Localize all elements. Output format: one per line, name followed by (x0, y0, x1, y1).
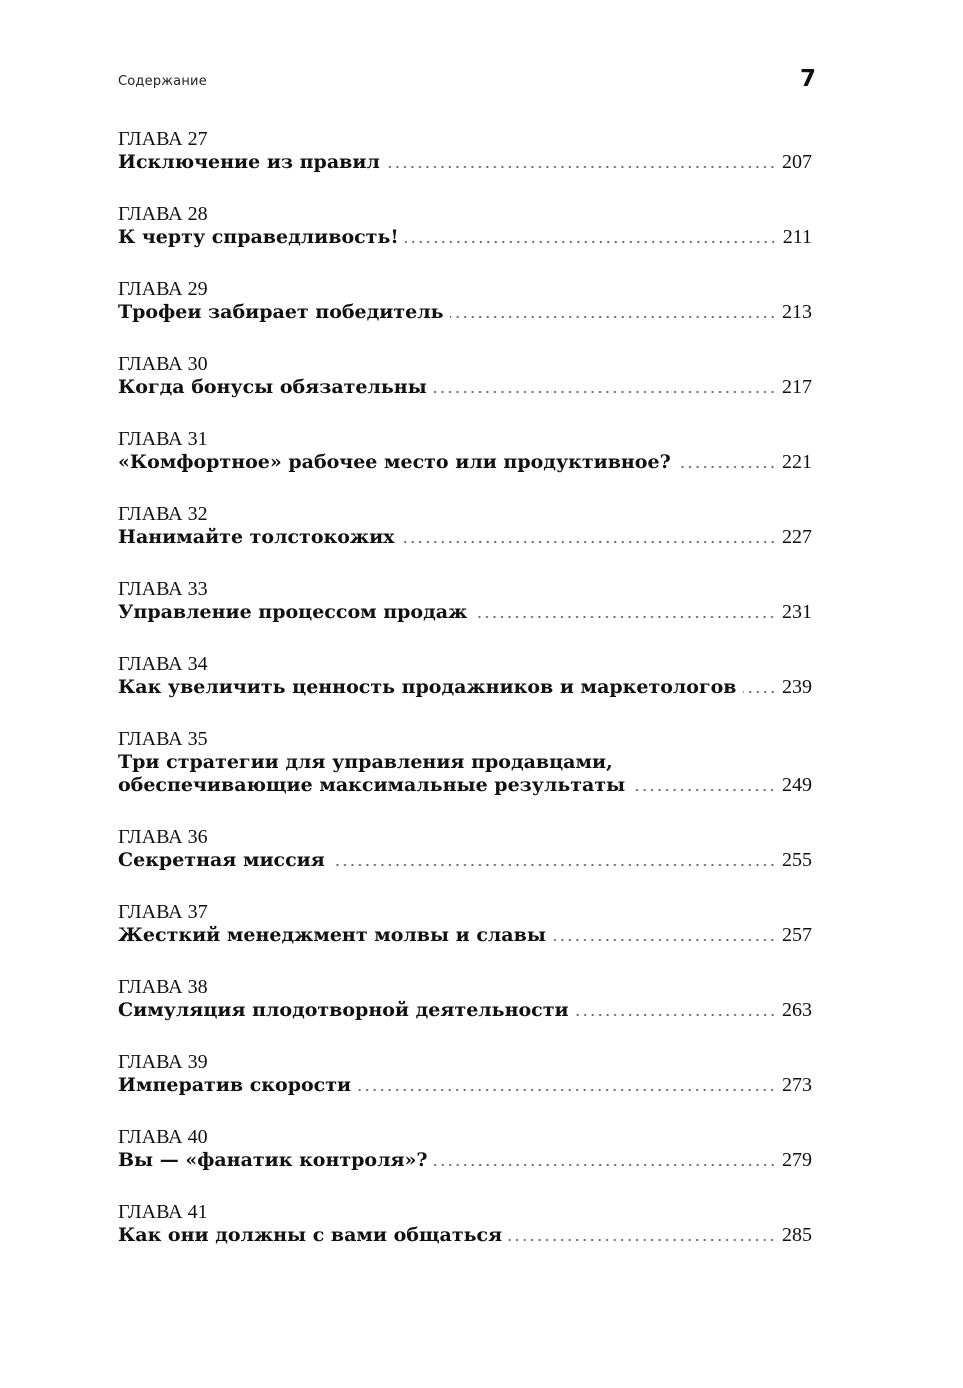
toc-entry-chapter-32[interactable] (118, 503, 812, 549)
toc-entry-chapter-35[interactable] (118, 728, 812, 797)
toc-entry-chapter-41[interactable] (118, 1201, 812, 1247)
chapter-page-number: 221 (782, 451, 812, 473)
chapter-page-number: 255 (782, 849, 812, 871)
chapter-label: ГЛАВА 41 (118, 1201, 208, 1223)
chapter-page-number: 239 (782, 676, 812, 698)
chapter-page-number: 211 (782, 226, 812, 248)
dot-leader (386, 165, 776, 169)
dot-leader (331, 863, 776, 867)
toc-title-line (118, 451, 812, 474)
chapter-title: Трофеи забирает победитель (118, 301, 444, 323)
chapter-title: Вы — «фанатик контроля»? (118, 1149, 428, 1171)
dot-leader (677, 465, 776, 469)
chapter-label: ГЛАВА 39 (118, 1051, 208, 1073)
chapter-title: Исключение из правил (118, 151, 380, 173)
dot-leader (631, 788, 776, 792)
chapter-title: Управление процессом продаж (118, 601, 468, 623)
chapter-title: Нанимайте толстокожих (118, 526, 395, 548)
chapter-title: Как увеличить ценность продажников и маркетологов (118, 676, 737, 698)
toc-entry-chapter-27[interactable] (118, 128, 812, 174)
chapter-label: ГЛАВА 29 (118, 278, 208, 300)
chapter-label: ГЛАВА 36 (118, 826, 208, 848)
dot-leader (575, 1013, 776, 1017)
toc-title-line (118, 999, 812, 1022)
toc-title-line (118, 774, 812, 797)
toc-title-line (118, 1149, 812, 1172)
toc-entry-chapter-28[interactable] (118, 203, 812, 249)
chapter-title: Секретная миссия (118, 849, 325, 871)
chapter-label: ГЛАВА 35 (118, 728, 208, 750)
chapter-label: ГЛАВА 38 (118, 976, 208, 998)
dot-leader (405, 240, 777, 244)
dot-leader (401, 540, 776, 544)
toc-entry-chapter-34[interactable] (118, 653, 812, 699)
toc-entry-chapter-37[interactable] (118, 901, 812, 947)
dot-leader (743, 690, 776, 694)
chapter-page-number: 285 (782, 1224, 812, 1246)
chapter-page-number: 231 (782, 601, 812, 623)
toc-entry-chapter-31[interactable] (118, 428, 812, 474)
dot-leader (357, 1088, 776, 1092)
chapter-page-number: 279 (782, 1149, 812, 1171)
chapter-title-line-1: Три стратегии для управления продавцами, (118, 751, 613, 773)
chapter-label: ГЛАВА 27 (118, 128, 208, 150)
toc-title-line (118, 676, 812, 699)
chapter-label: ГЛАВА 34 (118, 653, 208, 675)
toc-title-line (118, 924, 812, 947)
dot-leader (473, 615, 776, 619)
chapter-page-number: 227 (782, 526, 812, 548)
chapter-title: Жесткий менеджмент молвы и славы (118, 924, 546, 946)
chapter-label: ГЛАВА 31 (118, 428, 208, 450)
dot-leader (552, 938, 776, 942)
toc-entry-chapter-33[interactable] (118, 578, 812, 624)
chapter-label: ГЛАВА 32 (118, 503, 208, 525)
dot-leader (450, 315, 776, 319)
dot-leader (434, 1163, 776, 1167)
toc-title-line (118, 151, 812, 174)
chapter-page-number: 213 (782, 301, 812, 323)
chapter-page-number: 263 (782, 999, 812, 1021)
chapter-label: ГЛАВА 30 (118, 353, 208, 375)
chapter-title: К черту справедливость! (118, 226, 399, 248)
toc-entry-chapter-36[interactable] (118, 826, 812, 872)
chapter-title: Симуляция плодотворной деятельности (118, 999, 569, 1021)
chapter-title: Императив скорости (118, 1074, 352, 1096)
dot-leader (433, 390, 776, 394)
chapter-page-number: 273 (782, 1074, 812, 1096)
toc-entry-chapter-39[interactable] (118, 1051, 812, 1097)
chapter-label: ГЛАВА 33 (118, 578, 208, 600)
toc-title-line (118, 226, 812, 249)
chapter-page-number: 207 (782, 151, 812, 173)
chapter-label: ГЛАВА 28 (118, 203, 208, 225)
chapter-label: ГЛАВА 40 (118, 1126, 208, 1148)
chapter-label: ГЛАВА 37 (118, 901, 208, 923)
dot-leader (508, 1238, 776, 1242)
toc-entry-chapter-30[interactable] (118, 353, 812, 399)
toc-title-line (118, 376, 812, 399)
chapter-title: обеспечивающие максимальные результаты (118, 774, 626, 796)
chapter-title: Как они должны с вами общаться (118, 1224, 503, 1246)
table-of-contents (118, 128, 812, 1247)
toc-title-line (118, 849, 812, 872)
chapter-title: Когда бонусы обязательны (118, 376, 427, 398)
toc-title-line (118, 526, 812, 549)
page-number: 7 (799, 66, 816, 92)
chapter-page-number: 249 (782, 774, 812, 796)
chapter-title: «Комфортное» рабочее место или продуктивное? (118, 451, 671, 473)
toc-entry-chapter-38[interactable] (118, 976, 812, 1022)
toc-title-line (118, 301, 812, 324)
running-head: Содержание (118, 74, 207, 89)
chapter-page-number: 217 (782, 376, 812, 398)
toc-title-line (118, 601, 812, 624)
toc-entry-chapter-40[interactable] (118, 1126, 812, 1172)
toc-title-line (118, 1224, 812, 1247)
chapter-page-number: 257 (782, 924, 812, 946)
toc-title-line (118, 1074, 812, 1097)
toc-entry-chapter-29[interactable] (118, 278, 812, 324)
